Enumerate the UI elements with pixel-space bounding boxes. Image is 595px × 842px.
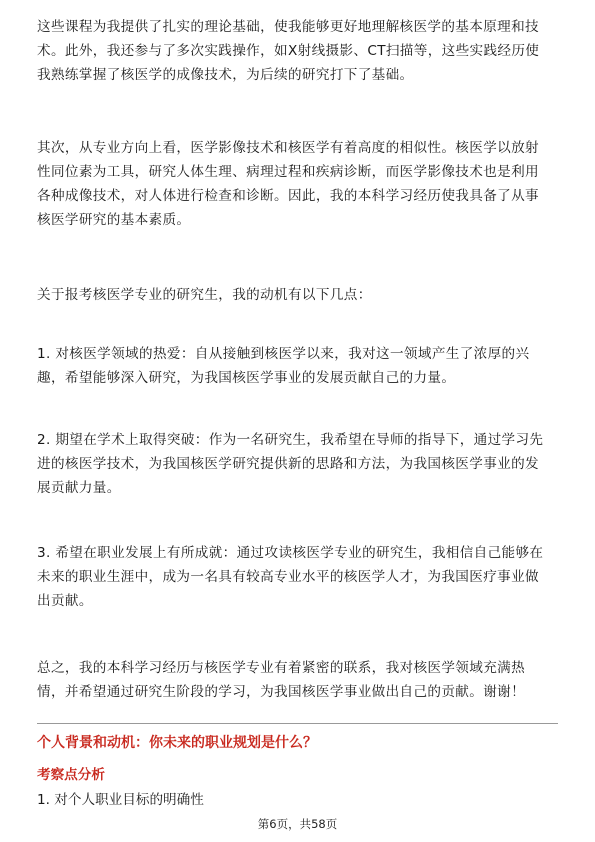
text-line: 其次，从专业方向上看，医学影像技术和核医学有着高度的相似性。核医学以放射 [37,140,539,156]
paragraph-motivation-intro [37,283,558,307]
text-line: 总之，我的本科学习经历与核医学专业有着紧密的联系，我对核医学领域充满热 [37,660,526,676]
text-line: 各种成像技术，对人体进行检查和诊断。因此，我的本科学习经历使我具备了从事 [37,188,539,204]
text-line: 这些课程为我提供了扎实的理论基础，使我能够更好地理解核医学的基本原理和技 [37,19,539,35]
text-line: 出贡献。 [37,593,93,609]
question-heading: 个人背景和动机：你未来的职业规划是什么？ [37,735,317,751]
text-line: 进的核医学技术，为我国核医学研究提供新的思路和方法，为我国核医学事业的发 [37,456,539,472]
paragraph-professional-direction [37,136,558,232]
text-line: 2. 期望在学术上取得突破：作为一名研究生，我希望在导师的指导下，通过学习先 [37,432,544,448]
text-line: 未来的职业生涯中，成为一名具有较高专业水平的核医学人才，为我国医疗事业做 [37,569,539,585]
text-line: 性同位素为工具，研究人体生理、病理过程和疾病诊断，而医学影像技术也是利用 [37,164,539,180]
analysis-point: 1. 对个人职业目标的明确性 [37,792,204,808]
text-line: 展贡献力量。 [37,480,121,496]
text-line: 情，并希望通过研究生阶段的学习，为我国核医学事业做出自己的贡献。谢谢！ [37,684,526,700]
paragraph-conclusion [37,656,558,704]
text-line: 术。此外，我还参与了多次实践操作，如X射线摄影、CT扫描等，这些实践经历使 [37,43,540,59]
text-line: 3. 希望在职业发展上有所成就：通过攻读核医学专业的研究生，我相信自己能够在 [37,545,544,561]
paragraph-course-foundation [37,15,558,87]
section-divider [37,723,558,724]
paragraph-motivation-3 [37,541,558,613]
analysis-heading: 考察点分析 [37,767,105,783]
text-line: 1. 对核医学领域的热爱：自从接触到核医学以来，我对这一领域产生了浓厚的兴 [37,346,530,362]
text-line: 趣，希望能够深入研究，为我国核医学事业的发展贡献自己的力量。 [37,370,456,386]
text-line: 关于报考核医学专业的研究生，我的动机有以下几点： [37,287,372,303]
page-number: 第6页，共58页 [257,817,338,831]
paragraph-motivation-2 [37,428,558,500]
paragraph-motivation-1 [37,342,558,390]
text-line: 核医学研究的基本素质。 [37,212,191,228]
text-line: 我熟练掌握了核医学的成像技术，为后续的研究打下了基础。 [37,67,414,83]
